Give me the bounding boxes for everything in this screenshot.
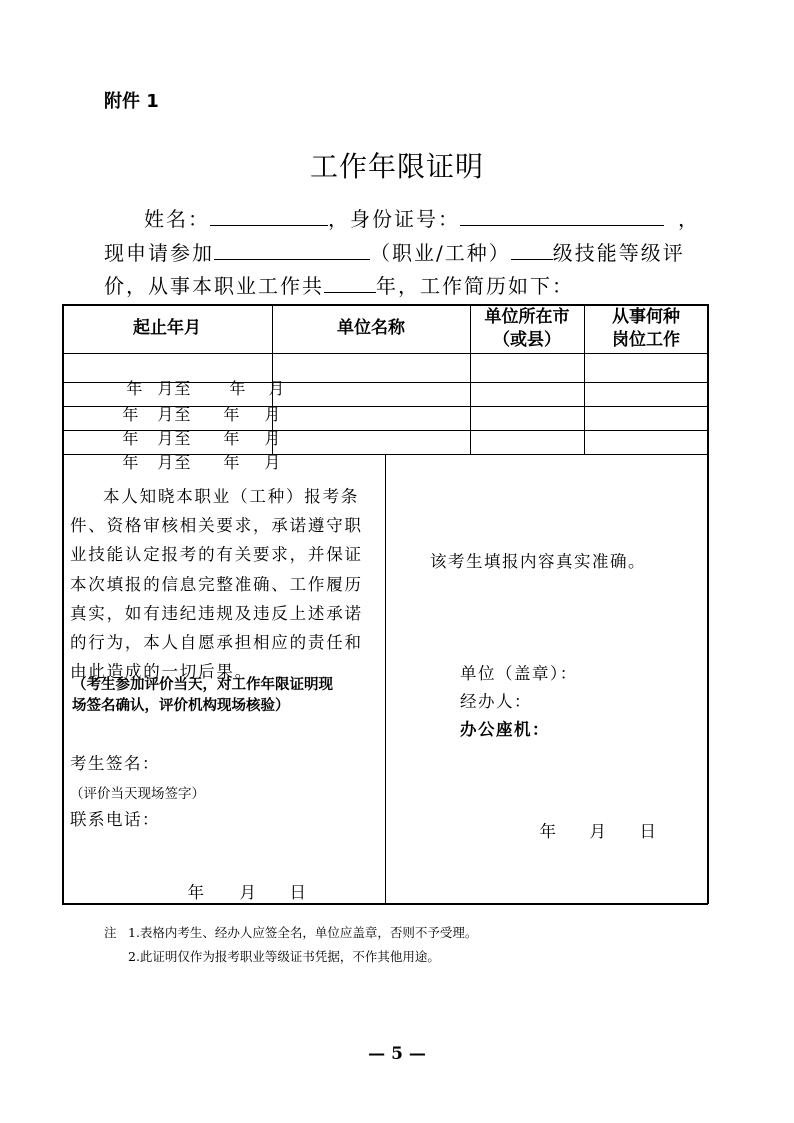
start-year: 年 — [122, 429, 140, 448]
end-month: 月 — [268, 379, 286, 398]
apply-label: 现申请参加 — [104, 241, 214, 265]
line1-comma: ， — [678, 207, 700, 231]
page-number: — 5 — — [368, 1044, 426, 1064]
header-position — [584, 306, 708, 352]
date-year: 年 — [187, 883, 206, 902]
end-month: 月 — [264, 405, 282, 424]
attachment-label: 附件 1 — [104, 91, 159, 112]
onsite-note — [72, 675, 333, 717]
unit-date — [526, 799, 658, 842]
intro-line-3 — [104, 270, 574, 299]
verification-statement: 该考生填报内容真实准确。 — [430, 552, 646, 571]
end-year: 年 — [229, 379, 247, 398]
end-year: 年 — [223, 405, 241, 424]
grid-line — [62, 353, 708, 354]
grid-line — [707, 304, 709, 904]
phone-label: 联系电话： — [70, 810, 160, 829]
commitment-text — [70, 482, 380, 686]
handler-label: 经办人： — [460, 692, 532, 711]
commitment-line: 真实，如有违纪违规及违反上述承诺 — [70, 603, 363, 623]
commitment-line: 由此造成的一切后果。 — [70, 662, 253, 682]
start-year: 年 — [122, 405, 140, 424]
onsite-note-line: （考生参加评价当天，对工作年限证明现 — [72, 677, 333, 693]
start-month: 月至 — [157, 429, 192, 448]
intro-line-2 — [104, 237, 685, 266]
header-unit-city — [470, 306, 584, 352]
start-month: 月至 — [157, 405, 192, 424]
date-day: 日 — [289, 883, 308, 902]
note-prefix: 注 — [104, 925, 117, 940]
id-number-blank[interactable] — [460, 207, 664, 226]
date-month: 月 — [589, 822, 608, 841]
level-blank[interactable] — [511, 241, 553, 260]
signature-note: （评价当天现场签字） — [70, 786, 205, 802]
start-month: 月至 — [157, 453, 192, 472]
end-year: 年 — [223, 453, 241, 472]
end-year: 年 — [223, 429, 241, 448]
onsite-note-line: 场签名确认，评价机构现场核验） — [72, 698, 290, 714]
start-month: 月至 — [157, 379, 192, 398]
date-day: 日 — [639, 822, 658, 841]
unit-seal-label: 单位（盖章）： — [460, 664, 578, 683]
intro-line-1 — [144, 203, 700, 232]
commitment-line: 业技能认定报考的有关要求，并保证 — [70, 545, 363, 565]
grid-line — [62, 304, 64, 904]
grid-line — [385, 454, 386, 904]
office-phone-label: 办公座机： — [460, 720, 550, 739]
page-title: 工作年限证明 — [309, 150, 484, 183]
end-month: 月 — [264, 429, 282, 448]
signature-label: 考生签名： — [70, 754, 160, 773]
id-label: ，身份证号： — [328, 207, 460, 231]
years-suffix: 年，工作简历如下： — [376, 274, 574, 298]
header-unit-city-line: 单位所在市 — [484, 307, 570, 327]
occupation-blank[interactable] — [214, 241, 370, 260]
occupation-label: （职业/工种） — [370, 241, 511, 265]
date-year: 年 — [539, 822, 558, 841]
start-year: 年 — [126, 379, 144, 398]
commitment-line: 件、资格审核相关要求，承诺遵守职 — [70, 516, 363, 536]
header-period: 起止年月 — [133, 318, 201, 338]
commitment-line: 本次填报的信息完整准确、工作履历 — [70, 574, 363, 594]
name-blank[interactable] — [210, 207, 328, 226]
header-position-line: 岗位工作 — [612, 330, 680, 350]
note-item-2: 2.此证明仅作为报考职业等级证书凭据，不作其他用途。 — [128, 949, 440, 964]
years-blank[interactable] — [324, 274, 376, 293]
name-label: 姓名： — [144, 207, 210, 231]
candidate-date — [174, 860, 308, 903]
end-month: 月 — [264, 453, 282, 472]
start-year: 年 — [122, 453, 140, 472]
header-unit-name: 单位名称 — [337, 318, 405, 338]
date-month: 月 — [239, 883, 258, 902]
header-position-line: 从事何种 — [612, 307, 680, 327]
header-unit-city-line: （或县） — [493, 330, 561, 350]
note-item-1: 1.表格内考生、经办人应签全名，单位应盖章，否则不予受理。 — [128, 925, 478, 940]
work-years-label: 价，从事本职业工作共 — [104, 274, 324, 298]
level-label: 级技能等级评 — [552, 241, 685, 265]
commitment-line: 的行为，本人自愿承担相应的责任和 — [70, 633, 363, 653]
commitment-line: 本人知晓本职业（工种）报考条 — [103, 487, 360, 506]
